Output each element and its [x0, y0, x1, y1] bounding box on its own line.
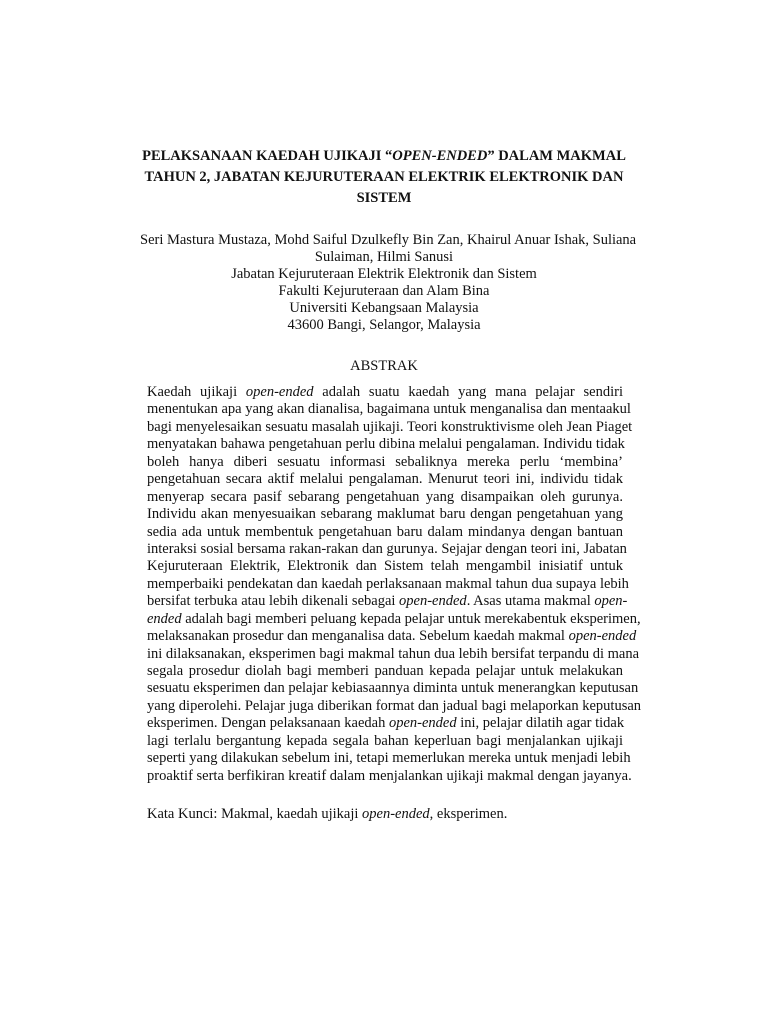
abstract-line: ini dilaksanakan, eksperimen bagi makmal tahun dua lebih bersifat terpandu di mana	[147, 645, 640, 662]
abstract-line: pengetahuan secara aktif melalui pengalaman. Menurut teori ini, individu tidak	[147, 471, 623, 488]
abstract-line: sesuatu eksperimen dan pelajar kebiasaannya diminta untuk menerangkan keputusan	[147, 680, 639, 697]
abstract-line: lagi terlalu bergantung kepada segala bahan keperluan bagi menjalankan ujikaji	[147, 732, 623, 749]
abstract-line: menyatakan bahawa pengetahuan perlu dibina melalui pengalaman. Individu tidak	[147, 436, 625, 453]
abstract-line: bersifat terbuka atau lebih dikenali sebagai open-ended. Asas utama makmal open-	[147, 593, 628, 610]
author-faculty: Fakulti Kejuruteraan dan Alam Bina	[278, 283, 490, 299]
abstract-line: eksperimen. Dengan pelaksanaan kaedah open-ended ini, pelajar dilatih agar tidak	[147, 715, 625, 732]
abstract-heading: ABSTRAK	[350, 358, 418, 374]
paper-title	[140, 146, 628, 209]
abstract-line: memperbaiki pendekatan dan kaedah perlaksanaan makmal tahun dua supaya lebih	[147, 575, 629, 592]
author-department: Jabatan Kejuruteraan Elektrik Elektronik dan Sistem	[231, 266, 537, 282]
abstract-line: boleh hanya diberi sesuatu informasi sebaliknya mereka perlu ‘membina’	[147, 453, 623, 470]
abstract-line: ended adalah bagi memberi peluang kepada pelajar untuk merekabentuk eksperimen,	[147, 610, 641, 627]
author-names-line-2: Sulaiman, Hilmi Sanusi	[314, 249, 454, 265]
abstract-line: seperti yang dilakukan sebelum ini, tetapi memerlukan mereka untuk menjadi lebih	[147, 750, 631, 767]
abstract-line: melaksanakan prosedur dan menganalisa data. Sebelum kaedah makmal open-ended	[147, 628, 637, 645]
abstract-line: Kaedah ujikaji open-ended adalah suatu kaedah yang mana pelajar sendiri	[147, 384, 623, 400]
abstract-line: menentukan apa yang akan dianalisa, bagaimana untuk menganalisa dan mentaakul	[147, 401, 631, 418]
title-line-3: SISTEM	[356, 190, 412, 206]
abstract-line: proaktif serta berfikiran kreatif dalam menjalankan ujikaji makmal dengan jayanya.	[147, 767, 632, 784]
abstract-line: bagi menyelesaikan sesuatu masalah ujikaji. Teori konstruktivisme oleh Jean Piaget	[147, 418, 633, 435]
author-block	[140, 232, 637, 334]
abstract-line: menyerap secara pasif sebarang pengetahuan yang disampaikan oleh gurunya.	[147, 488, 623, 505]
author-university: Universiti Kebangsaan Malaysia	[289, 300, 479, 316]
author-names-line-1: Seri Mastura Mustaza, Mohd Saiful Dzulkefly Bin Zan, Khairul Anuar Ishak, Suliana	[140, 232, 637, 248]
abstract-line: Kejuruteraan Elektrik, Elektronik dan Sistem telah mengambil inisiatif untuk	[147, 558, 623, 575]
abstract-line: Individu akan menyesuaikan sebarang maklumat baru dengan pengetahuan yang	[147, 506, 623, 523]
abstract-line: yang diperolehi. Pelajar juga diberikan format dan jadual bagi melaporkan keputusan	[147, 697, 642, 714]
abstract-body	[147, 384, 642, 785]
abstract-line: interaksi sosial bersama rakan-rakan dan gurunya. Sejajar dengan teori ini, Jabatan	[147, 540, 627, 557]
title-line-2: TAHUN 2, JABATAN KEJURUTERAAN ELEKTRIK ELEKTRONIK DAN	[144, 169, 624, 185]
abstract-line: sedia ada untuk membentuk pengetahuan baru dalam mindanya dengan bantuan	[147, 523, 623, 540]
title-line-1: PELAKSANAAN KAEDAH UJIKAJI “OPEN-ENDED” DALAM MAKMAL	[142, 148, 626, 164]
keywords: Kata Kunci: Makmal, kaedah ujikaji open-ended, eksperimen.	[147, 806, 508, 822]
author-address: 43600 Bangi, Selangor, Malaysia	[287, 317, 481, 333]
abstract-line: segala prosedur diolah bagi memberi panduan kepada pelajar untuk melakukan	[147, 663, 623, 679]
